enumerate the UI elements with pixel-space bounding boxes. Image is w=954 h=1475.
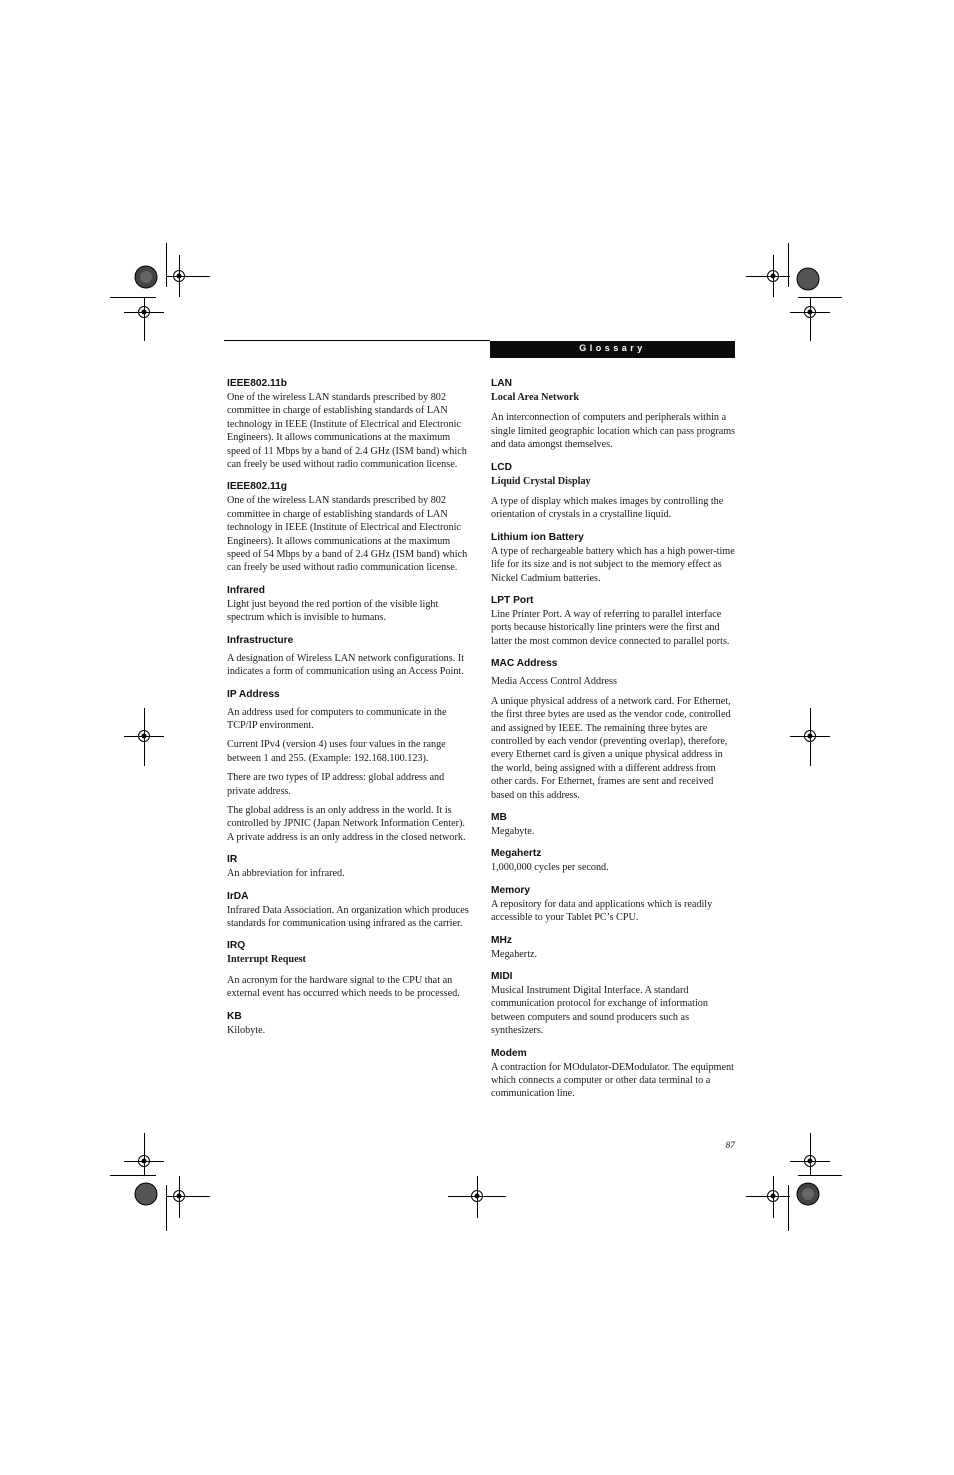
glossary-term: LCD [491, 461, 512, 473]
glossary-term-expansion: Interrupt Request [227, 954, 306, 966]
glossary-definition: A type of rechargeable battery which has a high power-time life for its size and is not subject to the memory effect as Nickel Cadmium batteries. [491, 545, 735, 584]
glossary-definition: Media Access Control Address [491, 676, 617, 688]
glossary-entry [491, 377, 737, 452]
glossary-entry [491, 657, 737, 802]
glossary-term: IrDA [227, 890, 249, 902]
gray-patch-icon [134, 265, 158, 289]
glossary-entry [227, 634, 473, 679]
glossary-term: LAN [491, 378, 512, 389]
glossary-term: LPT Port [491, 595, 534, 607]
glossary-definition: A designation of Wireless LAN network configurations. It indicates a form of communication using an Access Point. [227, 652, 465, 678]
glossary-term: IEEE802.11g [227, 481, 288, 493]
glossary-term: IEEE802.11b [227, 378, 288, 389]
registration-target-icon [801, 727, 819, 745]
registration-target-icon [468, 1187, 486, 1205]
glossary-entry [491, 847, 737, 874]
glossary-entry [227, 584, 473, 625]
glossary-definition: There are two types of IP address: global address and private address. [227, 772, 445, 797]
glossary-term: Infrastructure [227, 634, 294, 646]
glossary-entry [227, 890, 473, 931]
glossary-term: IR [227, 854, 238, 866]
gray-patch-icon [134, 1182, 158, 1206]
glossary-term: MIDI [491, 970, 513, 982]
glossary-entry [491, 970, 737, 1038]
glossary-entry [227, 853, 473, 880]
right-column [491, 377, 737, 1110]
registration-target-icon [801, 303, 819, 321]
glossary-definition: One of the wireless LAN standards prescribed by 802 committee in charge of establishing standards of LAN technology in IEEE (Institute of Electrical and Electronic Engineers). It allows communications at the maximum speed of 11 Mbps by a band of 2.4 GHz (ISM band) which can freely be used without radio communication license. [227, 392, 467, 471]
glossary-entry [491, 594, 737, 648]
glossary-definition: Current IPv4 (version 4) uses four values in the range between 1 and 255. (Example: 192.168.100.123). [227, 739, 446, 764]
glossary-definition: Musical Instrument Digital Interface. A standard communication protocol for exchange of information between computers and sound producers such as synthesizers. [491, 984, 708, 1037]
glossary-term: MB [491, 811, 507, 823]
glossary-entry [227, 688, 473, 845]
glossary-definition: An address used for computers to communicate in the TCP/IP environment. [227, 706, 447, 731]
glossary-entry [491, 461, 737, 522]
glossary-definition: A repository for data and applications which is readily accessible to your Tablet PC’s CPU. [491, 898, 713, 924]
glossary-definition: Megahertz. [491, 948, 538, 960]
glossary-entry [491, 811, 737, 838]
glossary-term: Megahertz [491, 848, 542, 860]
glossary-entry [227, 939, 473, 1000]
glossary-definition: The global address is an only address in the world. It is controlled by JPNIC (Japan Network Information Center). A private address is an only address in the closed network. [227, 804, 466, 843]
glossary-definition: 1,000,000 cycles per second. [491, 862, 609, 874]
glossary-term: IP Address [227, 688, 280, 700]
glossary-entry [491, 934, 737, 961]
registration-target-icon [135, 727, 153, 745]
gray-patch-icon [796, 1182, 820, 1206]
glossary-definition: An interconnection of computers and peripherals within a single limited geographic location which can pass programs and data amongst themselves. [491, 412, 736, 451]
glossary-term: KB [227, 1010, 242, 1022]
registration-target-icon [135, 1152, 153, 1170]
glossary-term: IRQ [227, 940, 246, 952]
glossary-term: Infrared [227, 584, 265, 596]
glossary-entry [227, 480, 473, 574]
glossary-definition: A contraction for MOdulator-DEModulator. The equipment which connects a computer or other data terminal to a communication line. [491, 1061, 734, 1100]
glossary-definition: A unique physical address of a network card. For Ethernet, the first three bytes are used as the vendor code, controlled and assigned by IEEE. The remaining three bytes are controlled by each vendor (preventing overlap), therefore, every Ethernet card is given a unique physical address in the world, being assigned with a different address from other cards. For Ethernet, frames are sent and received based on this address. [491, 695, 731, 801]
glossary-definition: Line Printer Port. A way of referring to parallel interface ports because historically line printers were the first and latter the most common device connected to parallel ports. [491, 609, 730, 647]
glossary-term: MHz [491, 934, 512, 946]
registration-target-icon [135, 303, 153, 321]
glossary-term: Memory [491, 884, 531, 896]
registration-target-icon [764, 267, 782, 285]
glossary-definition: Megabyte. [491, 825, 535, 837]
glossary-term: Modem [491, 1047, 527, 1059]
registration-target-icon [170, 267, 188, 285]
gray-patch-icon [796, 267, 820, 291]
left-column [227, 377, 473, 1046]
glossary-definition: Light just beyond the red portion of the visible light spectrum which is invisible to humans. [227, 598, 439, 624]
page-number: 87 [725, 1141, 735, 1151]
glossary-entry [491, 884, 737, 925]
glossary-term-expansion: Local Area Network [491, 392, 580, 403]
registration-target-icon [764, 1187, 782, 1205]
glossary-entry [491, 1047, 737, 1101]
glossary-definition: An acronym for the hardware signal to the CPU that an external event has occurred which needs to be processed. [227, 974, 460, 1000]
glossary-definition: An abbreviation for infrared. [227, 868, 345, 880]
registration-target-icon [801, 1152, 819, 1170]
glossary-definition: A type of display which makes images by controlling the orientation of crystals in a crystalline liquid. [491, 496, 724, 521]
glossary-definition: One of the wireless LAN standards prescribed by 802 committee in charge of establishing standards of LAN technology in IEEE (Institute of Electrical and Electronic Engineers). It allows communications at the maximum speed of 54 Mbps by a band of 2.4 GHz (ISM band) which can freely be used without radio communication license. [227, 495, 468, 574]
registration-target-icon [170, 1187, 188, 1205]
glossary-term: Lithium ion Battery [491, 531, 584, 543]
header-rule [224, 340, 490, 341]
glossary-term-expansion: Liquid Crystal Display [491, 475, 591, 487]
glossary-definition: Kilobyte. [227, 1024, 266, 1036]
glossary-entry [227, 1010, 473, 1037]
glossary-entry [227, 377, 473, 471]
glossary-definition: Infrared Data Association. An organization which produces standards for communication using infrared as the carrier. [227, 904, 469, 929]
glossary-entry [491, 531, 737, 585]
section-banner: Glossary [490, 341, 735, 358]
glossary-term: MAC Address [491, 658, 558, 670]
